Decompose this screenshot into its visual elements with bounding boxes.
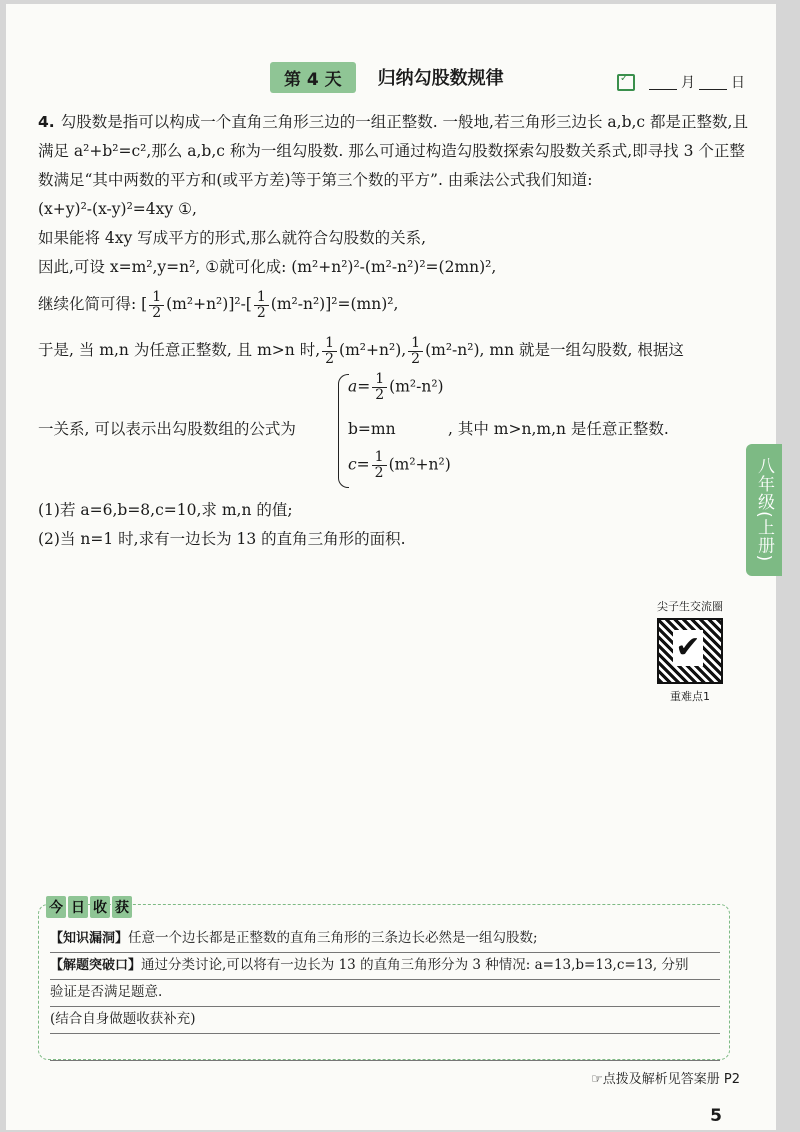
question-paragraph-1: 勾股数是指可以构成一个直角三角形三边的一组正整数. 一般地,若三角形三边长 a,b,c 都是正整数,且满足 a²+b²=c²,那么 a,b,c 称为一组勾股数. 那么可通过构造勾股数探索勾股数关系式,即寻找 3 个正整数满足“其中两数的平方和(或平方差)等于第三个数的平方”. 由乘法公式我们知道: <box>38 113 748 189</box>
question-intro <box>38 108 748 195</box>
system-tail-text: , 其中 m>n,m,n 是任意正整数. <box>448 420 669 438</box>
day-blank[interactable] <box>699 75 727 90</box>
calendar-check-icon <box>617 74 635 91</box>
summary-lines <box>50 926 720 1061</box>
summary-title-char: 收 <box>90 896 110 918</box>
date-field <box>617 72 745 92</box>
summary-line-2: 【解题突破口】通过分类讨论,可以将有一边长为 13 的直角三角形分为 3 种情况: a=13,b=13,c=13, 分别 <box>50 953 720 980</box>
month-blank[interactable] <box>649 75 677 90</box>
page-header <box>270 60 504 94</box>
system-eq-b: b=mn <box>348 420 396 438</box>
qr-caption-bottom: 重难点1 <box>670 690 710 703</box>
summary-title-char: 日 <box>68 896 88 918</box>
check-icon: ✔ <box>673 630 703 666</box>
conclusion-text-c: (m²-n²), mn 就是一组勾股数, 根据这 <box>425 341 684 359</box>
conclusion-text-a: 于是, 当 m,n 为任意正整数, 且 m>n 时, <box>38 341 321 359</box>
fraction-half: $\frac{1}{2}$ <box>254 290 269 321</box>
question-paragraph-3: 因此,可设 x=m²,y=n², ①就可化成: (m²+n²)²-(m²-n²)²=(2mn)², <box>38 258 497 276</box>
system-lead-text: 一关系, 可以表示出勾股数组的公式为 <box>38 420 296 438</box>
answer-reference-note: ☞点拨及解析见答案册 P2 <box>591 1072 740 1087</box>
day-label: 日 <box>731 75 745 91</box>
equation-1: (x+y)²-(x-y)²=4xy ①, <box>38 200 197 218</box>
month-label: 月 <box>681 75 695 91</box>
fraction-half: $\frac{1}{2}$ <box>149 290 164 321</box>
formula-system <box>38 372 748 490</box>
simplify-text-b: (m²+n²)]²-[ <box>166 295 252 313</box>
page-number: 5 <box>710 1106 722 1126</box>
page-title: 归纳勾股数规律 <box>377 68 504 89</box>
simplification-line <box>38 286 748 322</box>
question-paragraph-2: 如果能将 4xy 写成平方的形式,那么就符合勾股数的关系, <box>38 229 427 247</box>
system-eq-a: a= $\frac{1}{2}$ (m²-n²) <box>348 371 444 403</box>
conclusion-line <box>38 332 748 368</box>
sub-question-1: (1)若 a=6,b=8,c=10,求 m,n 的值; <box>38 501 293 519</box>
fraction-half: $\frac{1}{2}$ <box>408 336 423 367</box>
fraction-half: $\frac{1}{2}$ <box>322 336 337 367</box>
summary-line-3: 验证是否满足题意. <box>50 980 720 1007</box>
question-body <box>38 108 748 554</box>
summary-title-char: 今 <box>46 896 66 918</box>
simplify-text-c: (m²-n²)]²=(mn)², <box>270 295 399 313</box>
simplify-text-a: 继续化简可得: [ <box>38 295 148 313</box>
summary-line-5[interactable] <box>50 1034 720 1061</box>
summary-line-1: 【知识漏洞】任意一个边长都是正整数的直角三角形的三条边长必然是一组勾股数; <box>50 926 720 953</box>
conclusion-text-b: (m²+n²), <box>339 341 407 359</box>
summary-line-4: (结合自身做题收获补充) <box>50 1007 720 1034</box>
system-eq-c: c= $\frac{1}{2}$ (m²+n²) <box>348 449 451 481</box>
qr-caption-top: 尖子生交流圈 <box>657 600 723 613</box>
question-number: 4. <box>38 113 55 131</box>
grade-side-tab: 八年级(上册) <box>746 444 782 576</box>
summary-title-char: 获 <box>112 896 132 918</box>
qr-code-icon[interactable] <box>657 618 723 684</box>
sub-question-2: (2)当 n=1 时,求有一边长为 13 的直角三角形的面积. <box>38 530 406 548</box>
qr-code-block[interactable] <box>650 598 730 704</box>
day-badge: 第 4 天 <box>270 62 356 93</box>
daily-summary-title <box>46 896 132 918</box>
